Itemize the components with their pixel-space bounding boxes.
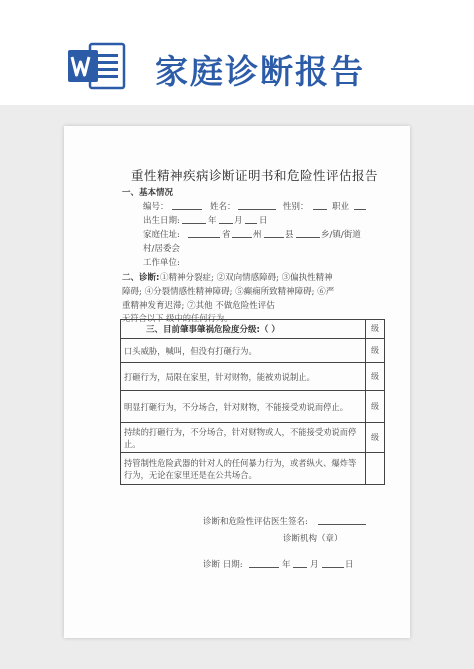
diag-month-field[interactable] bbox=[293, 558, 307, 568]
label-town: 乡/镇/街道 bbox=[321, 230, 361, 240]
doctor-signature-field[interactable] bbox=[318, 515, 366, 525]
table-row bbox=[121, 453, 385, 485]
label-city: 州 bbox=[253, 230, 262, 240]
label-county: 县 bbox=[285, 230, 294, 240]
label-workunit: 工作单位: bbox=[143, 258, 180, 268]
section-diagnosis-label: 二、诊断: bbox=[122, 273, 160, 283]
doctor-signature-label: 诊断和危险性评估医生签名: bbox=[203, 517, 308, 527]
level-cell: 级 bbox=[366, 363, 385, 391]
document-banner bbox=[0, 0, 474, 105]
risk-desc-cell: 持续的打砸行为，不分场合，针对财物或人，不能接受劝说而停止。 bbox=[121, 423, 366, 453]
label-date-day: 日 bbox=[345, 560, 354, 570]
section-basic-info: 一、基本情况 bbox=[122, 188, 174, 198]
risk-desc-cell: 持管制性危险武器的针对人的任何暴力行为，或者纵火、爆炸等行为，无论在家里还是在公共场合。 bbox=[121, 453, 366, 485]
label-month: 月 bbox=[234, 216, 243, 226]
org-stamp-label: 诊断机构（章） bbox=[283, 534, 343, 544]
banner-title: 家庭诊断报告 bbox=[155, 52, 365, 91]
level-cell: 级 bbox=[366, 423, 385, 453]
table-row bbox=[121, 363, 385, 391]
birth-month-field[interactable] bbox=[219, 214, 233, 224]
label-province: 省 bbox=[222, 230, 231, 240]
level-cell: 级 bbox=[366, 391, 385, 423]
label-date-month: 月 bbox=[310, 560, 319, 570]
table-row bbox=[121, 423, 385, 453]
document-title: 重性精神疾病诊断证明书和危险性评估报告 bbox=[131, 168, 379, 183]
label-village: 村/居委会 bbox=[143, 244, 180, 254]
label-job: 职业 bbox=[332, 202, 350, 212]
label-name: 姓名： bbox=[210, 202, 236, 212]
gender-field[interactable] bbox=[313, 200, 327, 210]
label-gender: 性别： bbox=[283, 202, 309, 212]
risk-desc-cell: 口头威胁，喊叫，但没有打砸行为。 bbox=[121, 339, 366, 363]
province-field[interactable] bbox=[188, 228, 220, 238]
diagnosis-options-line3: 重精神发育迟滞; ⑦其他 不做危险性评估 bbox=[122, 301, 275, 311]
birth-year-field[interactable] bbox=[182, 214, 206, 224]
label-date-year: 年 bbox=[282, 560, 291, 570]
risk-desc-cell: 明显打砸行为，不分场合，针对财物，不能接受劝说而停止。 bbox=[121, 391, 366, 423]
overlap-text: 无符合以下 级中的任何行为。 bbox=[122, 313, 233, 323]
town-field[interactable] bbox=[296, 228, 320, 238]
word-icon bbox=[68, 40, 128, 92]
diagnosis-options-line1: ①精神分裂症; ②双向情感障碍; ③偏执性精神 bbox=[160, 273, 333, 283]
id-field[interactable] bbox=[172, 200, 202, 210]
label-year: 年 bbox=[208, 216, 217, 226]
table-row bbox=[121, 391, 385, 423]
risk-level-table bbox=[120, 319, 385, 485]
level-cell bbox=[366, 453, 385, 485]
label-birth: 出生日期: bbox=[143, 216, 180, 226]
city-field[interactable] bbox=[232, 228, 252, 238]
diag-day-field[interactable] bbox=[322, 558, 344, 568]
table-row bbox=[121, 320, 385, 339]
level-cell: 级 bbox=[366, 339, 385, 363]
label-day: 日 bbox=[259, 216, 268, 226]
job-field[interactable] bbox=[354, 200, 366, 210]
diagnosis-options-line2: 障碍; ④分裂情感性精神障碍; ⑤癫痫所致精神障碍; ⑥严 bbox=[122, 287, 335, 297]
diagnosis-date-label: 诊断 日期: bbox=[203, 560, 243, 570]
risk-desc-cell: 打砸行为，局限在家里，针对财物，能被劝说制止。 bbox=[121, 363, 366, 391]
label-address: 家庭住址: bbox=[143, 230, 180, 240]
table-cell bbox=[121, 320, 366, 339]
section-risk-grade: 三、目前肇事肇祸危险度分级:（ ） bbox=[146, 324, 280, 335]
label-id: 编号： bbox=[143, 202, 169, 212]
county-field[interactable] bbox=[264, 228, 284, 238]
name-field[interactable] bbox=[238, 200, 276, 210]
table-row bbox=[121, 339, 385, 363]
level-cell: 级 bbox=[366, 320, 385, 339]
birth-day-field[interactable] bbox=[245, 214, 257, 224]
diag-year-field[interactable] bbox=[249, 558, 279, 568]
